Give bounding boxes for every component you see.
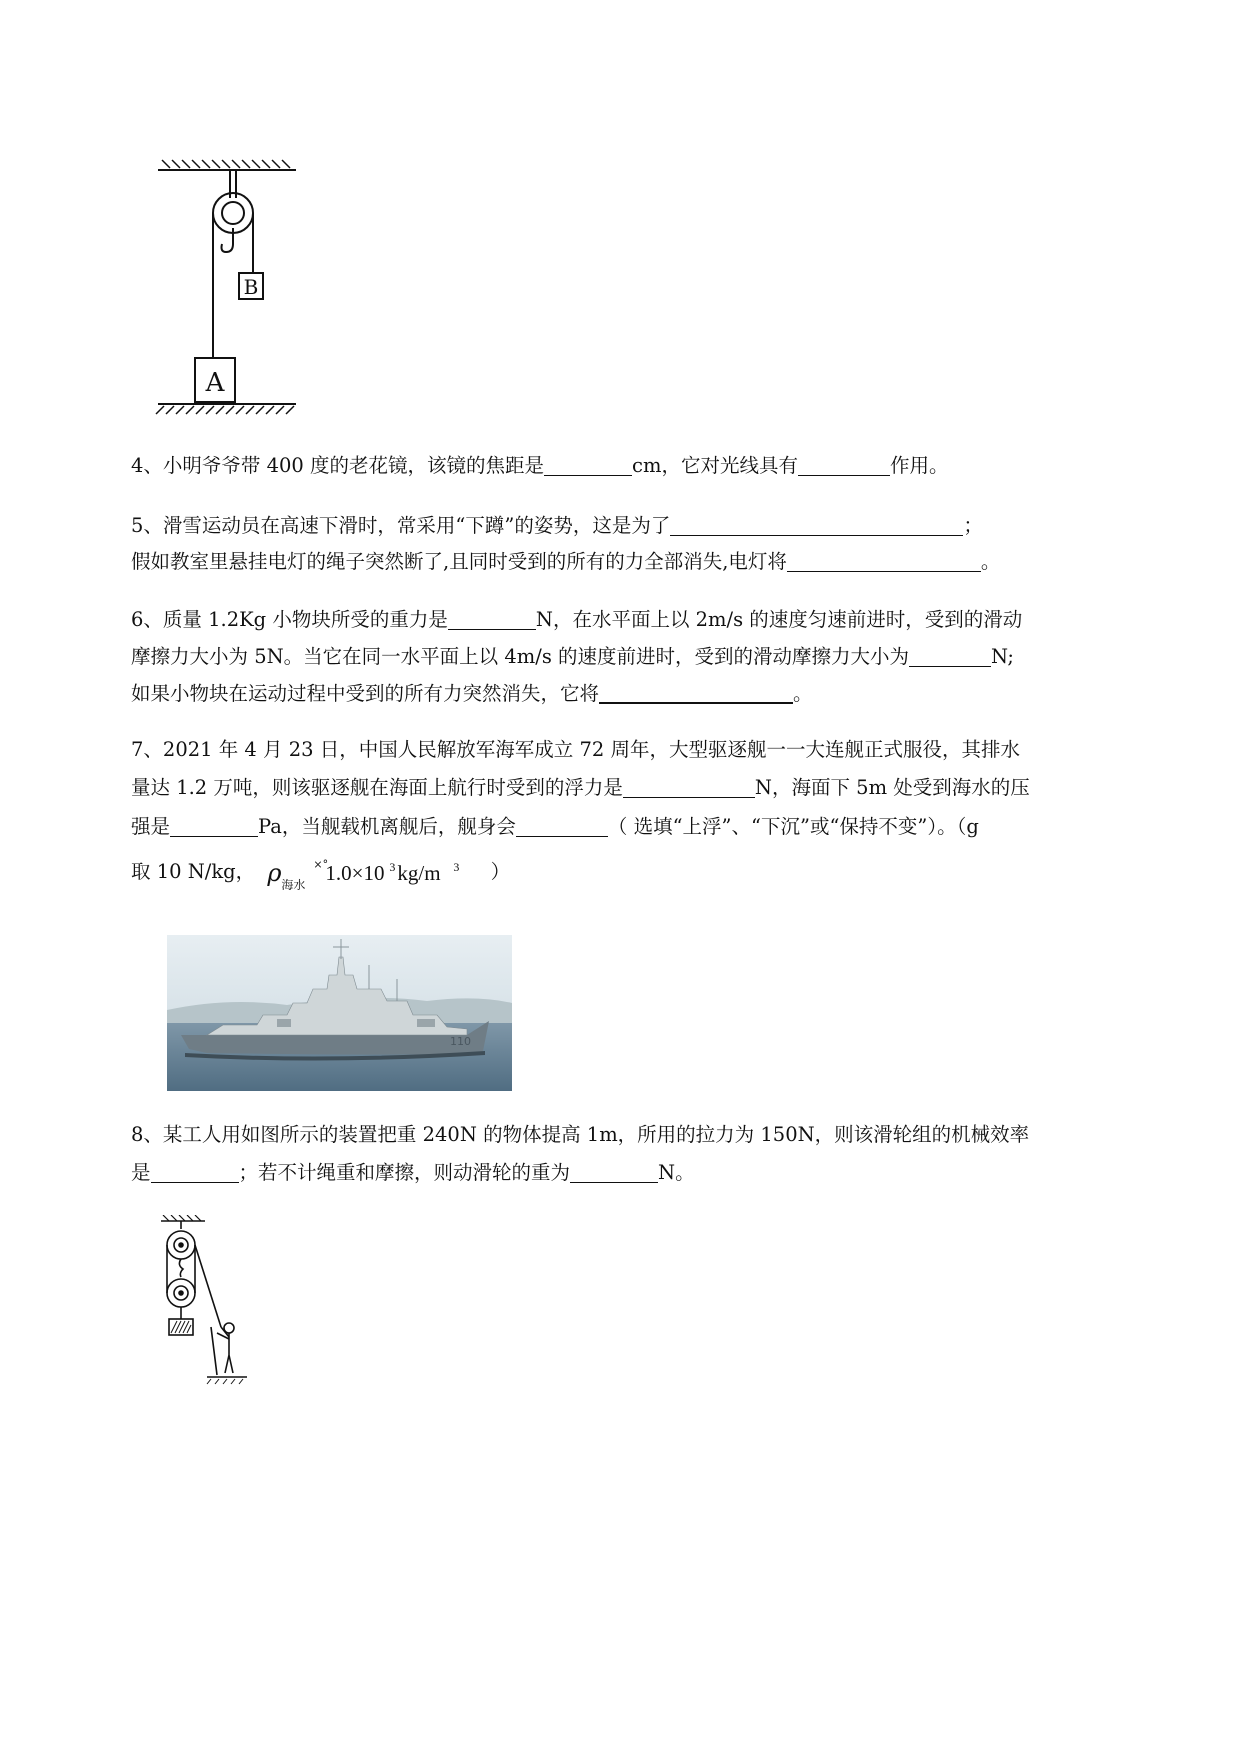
rho-subscript: 海水: [281, 877, 306, 892]
q6-line2-text-2: N;: [991, 645, 1014, 668]
q7-line3-text-3: （ 选填“上浮”、“下沉”或“保持不变”）。（g: [607, 815, 979, 838]
q4-text-2: cm，它对光线具有: [632, 454, 798, 477]
q6-blank-motion[interactable]: [599, 680, 793, 704]
q8-line1: 8、某工人用如图所示的装置把重 240N 的物体提高 1m，所用的拉力为 150N，则该滑轮组的机械效率: [131, 1123, 1030, 1146]
q7-blank-buoyancy[interactable]: [623, 775, 755, 798]
q4-blank-effect[interactable]: [798, 453, 890, 476]
density-exponent: 3: [389, 859, 396, 874]
q7-line2-text-1: 量达 1.2 万吨，则该驱逐舰在海面上航行时受到的浮力是: [131, 776, 623, 799]
q5-line1-text: 5、滑雪运动员在高速下滑时，常采用“下蹲”的姿势，这是为了: [131, 514, 671, 537]
q8-blank-efficiency[interactable]: [151, 1160, 239, 1183]
destroyer-photo: [167, 935, 512, 1091]
q6-line1-text-2: N，在水平面上以 2m/s 的速度匀速前进时，受到的滑动: [535, 608, 1023, 631]
q6-blank-gravity[interactable]: [448, 607, 536, 630]
q7-line3-text-1: 强是: [131, 815, 171, 838]
q6-line3-text-2: 。: [793, 682, 813, 705]
q7-blank-hull[interactable]: [516, 814, 608, 837]
q7-line1: 7、2021 年 4 月 23 日，中国人民解放军海军成立 72 周年，大型驱逐舰一一大连舰正式服役，其排水: [131, 738, 1020, 761]
rho-symbol: ρ: [267, 858, 282, 887]
q7-line4-text-1: 取 10 N/kg，: [131, 860, 256, 883]
pulley-worker-figure: [155, 1215, 255, 1385]
q4-text-3: 作用。: [889, 454, 949, 477]
density-value: 1.0×10: [325, 860, 385, 885]
ship-hull-number: 110: [450, 1035, 471, 1048]
q8-line2-text-1: 是: [131, 1161, 151, 1184]
equals-glyph: ×°: [313, 857, 329, 871]
density-unit-exponent: 3: [453, 859, 460, 874]
block-b-label: B: [243, 275, 259, 299]
q7-line2-text-2: N，海面下 5m 处受到海水的压: [754, 776, 1030, 799]
q8-blank-pulley-weight[interactable]: [570, 1160, 658, 1183]
q8-line2-text-3: N。: [658, 1161, 695, 1184]
block-a-label: A: [205, 368, 225, 398]
q5-line2-text: 假如教室里悬挂电灯的绳子突然断了,且同时受到的所有的力全部消失,电灯将: [131, 550, 787, 573]
q6-blank-friction[interactable]: [909, 644, 991, 667]
pulley-figure-ab: [150, 158, 310, 428]
q5-line2-end: 。: [980, 550, 1001, 573]
q7-blank-pressure[interactable]: [170, 814, 258, 837]
q6-line1-text-1: 6、质量 1.2Kg 小物块所受的重力是: [131, 608, 448, 631]
q4-text-1: 4、小明爷爷带 400 度的老花镜，该镜的焦距是: [131, 454, 545, 477]
q6-line3-text-1: 如果小物块在运动过程中受到的所有力突然消失，它将: [131, 682, 600, 705]
density-unit: kg/m: [397, 860, 441, 885]
q5-blank-lamp[interactable]: [787, 549, 981, 572]
q5-blank-purpose[interactable]: [670, 513, 963, 536]
q7-line3-text-2: Pa，当舰载机离舰后，舰身会: [258, 815, 516, 838]
q8-line2-text-2: ；若不计绳重和摩擦，则动滑轮的重为: [238, 1161, 571, 1184]
q7-line4-text-2: ）: [490, 860, 511, 883]
q4-blank-focal-length[interactable]: [544, 453, 632, 476]
seawater-density-formula: [261, 853, 476, 893]
q6-line2-text-1: 摩擦力大小为 5N。当它在同一水平面上以 4m/s 的速度前进时，受到的滑动摩擦力大小为: [131, 645, 910, 668]
q5-line1-end: ；: [963, 514, 983, 537]
